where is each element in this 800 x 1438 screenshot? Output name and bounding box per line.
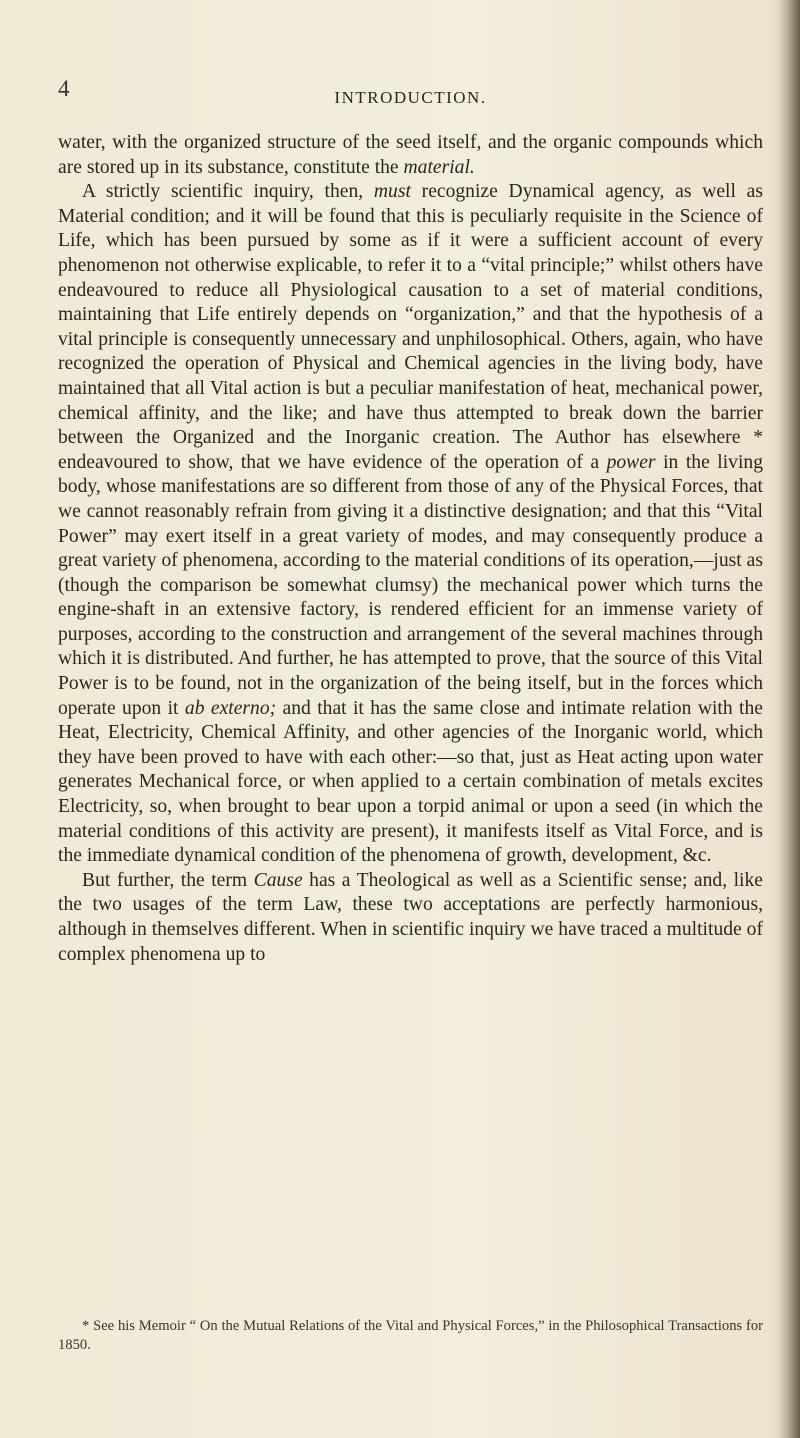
body-text (58, 131, 763, 967)
page-number: 4 (58, 76, 70, 101)
page-header (58, 76, 763, 118)
footnote: * See his Memoir “ On the Mutual Relations of the Vital and Physical Forces,” in the Philosophical Transactions for 1850. (58, 1318, 763, 1353)
paragraph-1: water, with the organized structure of the seed itself, and the organic compounds which are stored up in its substance, constitute the material. (58, 132, 763, 178)
paragraph-3: But further, the term Cause has a Theological as well as a Scientific sense; and, like the two usages of the term Law, these two acceptations are perfectly harmonious, although in themselves different. When in scientific inquiry we have traced a multitude of complex phenomena up to (58, 869, 763, 965)
paragraph-2: A strictly scientific inquiry, then, must recognize Dynamical agency, as well as Material condition; and it will be found that this is peculiarly requisite in the Science of Life, which has been pursued by some as if it were a sufficient account of every phenomenon not otherwise explicable, to refer it to a “vital principle;” whilst others have endeavoured to reduce all Physiological causation to a set of material conditions, maintaining that Life entirely depends on “organization,” and that the hypothesis of a vital principle is consequently unnecessary and unphilosophical. Others, again, who have recognized the operation of Physical and Chemical agencies in the living body, have maintained that all Vital action is but a peculiar manifestation of heat, mechanical power, chemical affinity, and the like; and have thus attempted to break down the barrier between the Organized and the Inorganic creation. The Author has elsewhere * endeavoured to show, that we have evidence of the operation of a power in the living body, whose manifestations are so different from those of any of the Physical Forces, that we cannot reasonably refrain from giving it a distinctive designation; and that this “Vital Power” may exert itself in a great variety of modes, and may consequently produce a great variety of phenomena, according to the material conditions of its operation,—just as (though the comparison be somewhat clumsy) the mechanical power which turns the engine-shaft in an extensive factory, is rendered efficient for an immense variety of purposes, according to the construction and arrangement of the several machines through which it is distributed. And further, he has attempted to prove, that the source of this Vital Power is to be found, not in the organization of the being itself, but in the forces which operate upon it ab externo; and that it has the same close and intimate relation with the Heat, Electricity, Chemical Affinity, and other agencies of the Inorganic world, which they have been proved to have with each other:—so that, just as Heat acting upon water generates Mechanical force, or when applied to a certain combination of metals excites Electricity, so, when brought to bear upon a torpid animal or upon a seed (in which the material conditions of this activity are present), it manifests itself as Vital Force, and is the immediate dynamical condition of the phenomena of growth, development, &c. (58, 181, 763, 867)
page-edge-shadow (778, 0, 800, 1438)
running-head: INTRODUCTION. (334, 88, 487, 107)
